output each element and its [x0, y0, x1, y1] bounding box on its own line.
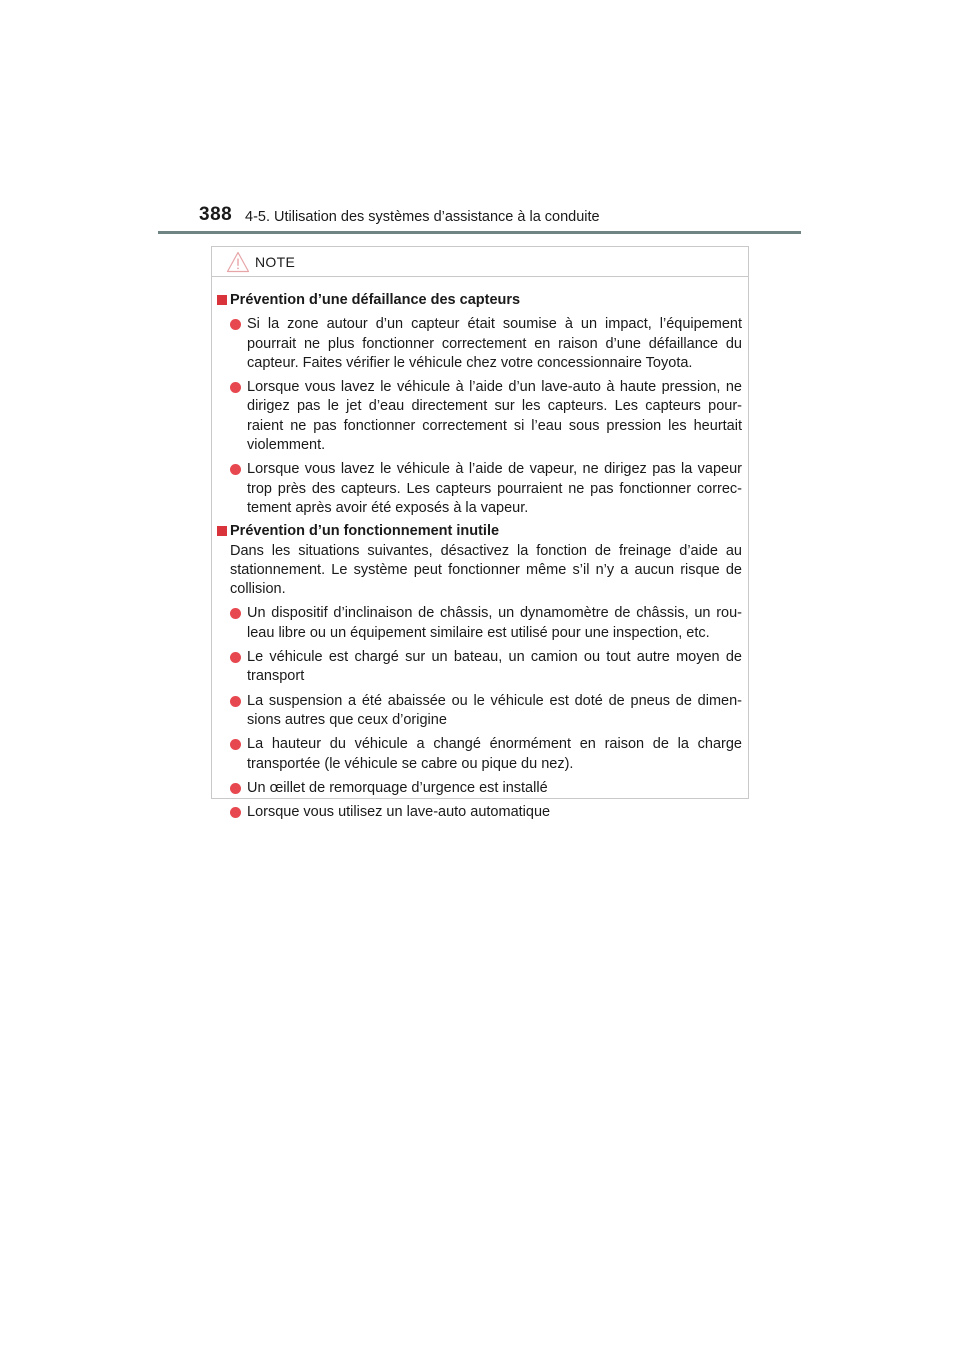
list-item: Un œillet de remorquage d’urgence est installé	[217, 779, 742, 798]
page-number: 388	[199, 204, 233, 225]
section-heading-text: Prévention d’une défaillance des capteurs	[230, 292, 521, 308]
section-heading-text: Prévention d’un fonctionnement inutile	[230, 523, 500, 540]
section-heading	[217, 522, 742, 541]
circle-bullet-icon	[230, 807, 241, 818]
page-header	[0, 0, 960, 240]
circle-bullet-icon	[230, 739, 241, 750]
note-header	[212, 247, 748, 277]
circle-bullet-icon	[230, 696, 241, 707]
section-title: 4-5. Utilisation des systèmes d’assistance à la conduite	[245, 209, 600, 225]
circle-bullet-icon	[230, 319, 241, 330]
circle-bullet-icon	[230, 783, 241, 794]
list-item: La suspension a été abaissée ou le véhicule est doté de pneus de dimen-sions autres que ceux d’origine	[217, 692, 742, 731]
list-item: Si la zone autour d’un capteur était soumise à un impact, l’équipement pourrait ne plus fonctionner correctement en raison d’une défaillance du capteur. Faites vérifier le véhicule chez votre concessionnaire Toyota.	[217, 315, 742, 373]
note-box	[211, 246, 749, 821]
section-heading	[217, 291, 742, 310]
note-body	[212, 277, 748, 822]
circle-bullet-icon	[230, 608, 241, 619]
list-item: Lorsque vous lavez le véhicule à l’aide de vapeur, ne dirigez pas la vapeur trop près des capteurs. Les capteurs pourraient ne pas fonctionner correc-tement après avoir été exposés à la vapeur.	[217, 460, 742, 518]
section-paragraph: Dans les situations suivantes, désactivez la fonction de freinage d’aide au stationnement. Le système peut fonctionner même s’il n’y a aucun risque de collision.	[230, 542, 742, 598]
header-rule	[158, 231, 801, 234]
circle-bullet-icon	[230, 464, 241, 475]
list-item: Lorsque vous lavez le véhicule à l’aide d’un lave-auto à haute pression, ne dirigez pas le jet d’eau directement sur les capteurs. Les capteurs pour-raient ne pas fonctionner correctement si l’eau sous pression les heurtait violemment.	[217, 378, 742, 455]
note-label: NOTE	[255, 254, 296, 270]
list-item: Un dispositif d’inclinaison de châssis, un dynamomètre de châssis, un rou-leau libre ou un équipement similaire est utilisé pour une inspection, etc.	[217, 604, 742, 643]
square-bullet-icon	[217, 526, 227, 536]
circle-bullet-icon	[230, 382, 241, 393]
circle-bullet-icon	[230, 652, 241, 663]
list-item: Lorsque vous utilisez un lave-auto automatique	[217, 803, 742, 822]
list-item: La hauteur du véhicule a changé énormément en raison de la charge transportée (le véhicule se cabre ou pique du nez).	[217, 735, 742, 774]
list-item: Le véhicule est chargé sur un bateau, un camion ou tout autre moyen de transport	[217, 648, 742, 687]
warning-triangle-icon	[226, 251, 250, 273]
square-bullet-icon	[217, 295, 227, 305]
